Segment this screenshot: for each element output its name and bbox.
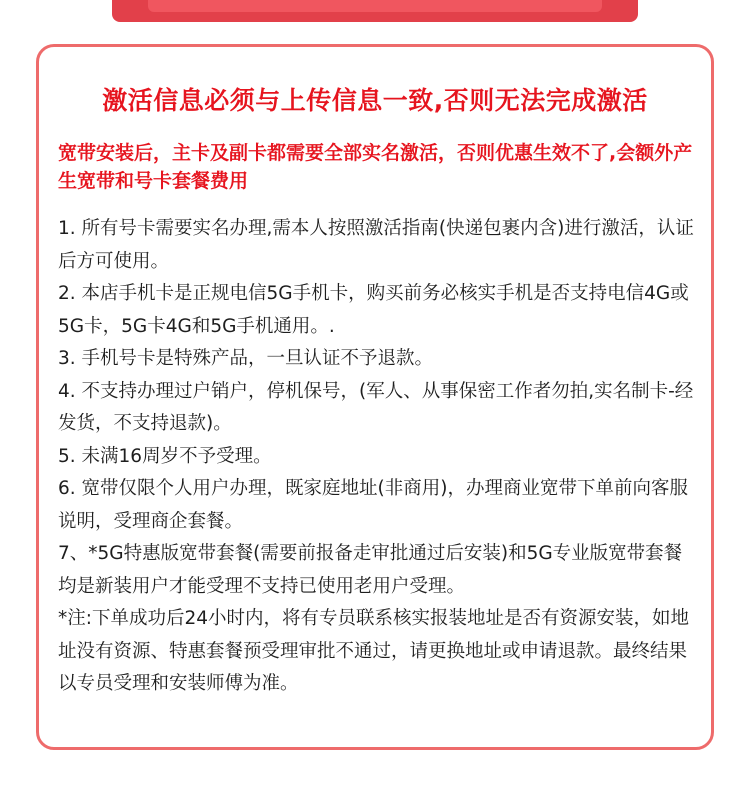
rule-item-5: 5. 未满16周岁不予受理。 (58, 445, 272, 467)
rule-item-7: 7、*5G特惠版宽带套餐(需要前报备走审批通过后安装)和5G专业版宽带套餐均是新装用户才能受理不支持已使用老用户受理。 (58, 543, 683, 597)
rules-list (58, 213, 697, 701)
rule-item-6: 6. 宽带仅限个人用户办理，既家庭地址(非商用)，办理商业宽带下单前向客服说明，受理商企套餐。 (58, 478, 688, 532)
rule-item-1: 1. 所有号卡需要实名办理,需本人按照激活指南(快递包裹内含)进行激活，认证后方可使用。 (58, 218, 694, 272)
headline: 激活信息必须与上传信息一致,否则无法完成激活 (102, 86, 648, 115)
top-banner-highlight (148, 0, 602, 12)
warning-text: 宽带安装后，主卡及副卡都需要全部实名激活，否则优惠生效不了,会额外产生宽带和号卡套餐费用 (58, 142, 693, 192)
rule-item-4: 4. 不支持办理过户销户，停机保号，(军人、从事保密工作者勿拍,实名制卡-经发货，不支持退款)。 (58, 380, 694, 434)
rule-item-2: 2. 本店手机卡是正规电信5G手机卡，购买前务必核实手机是否支持电信4G或5G卡，5G卡4G和5G手机通用。. (58, 283, 689, 337)
rule-item-3: 3. 手机号卡是特殊产品，一旦认证不予退款。 (58, 348, 434, 369)
rule-note: *注:下单成功后24小时内，将有专员联系核实报装地址是否有资源安装，如地址没有资源、特惠套餐预受理审批不通过，请更换地址或申请退款。最终结果以专员受理和安装师傅为准。 (58, 608, 690, 694)
notice-card (36, 44, 714, 750)
